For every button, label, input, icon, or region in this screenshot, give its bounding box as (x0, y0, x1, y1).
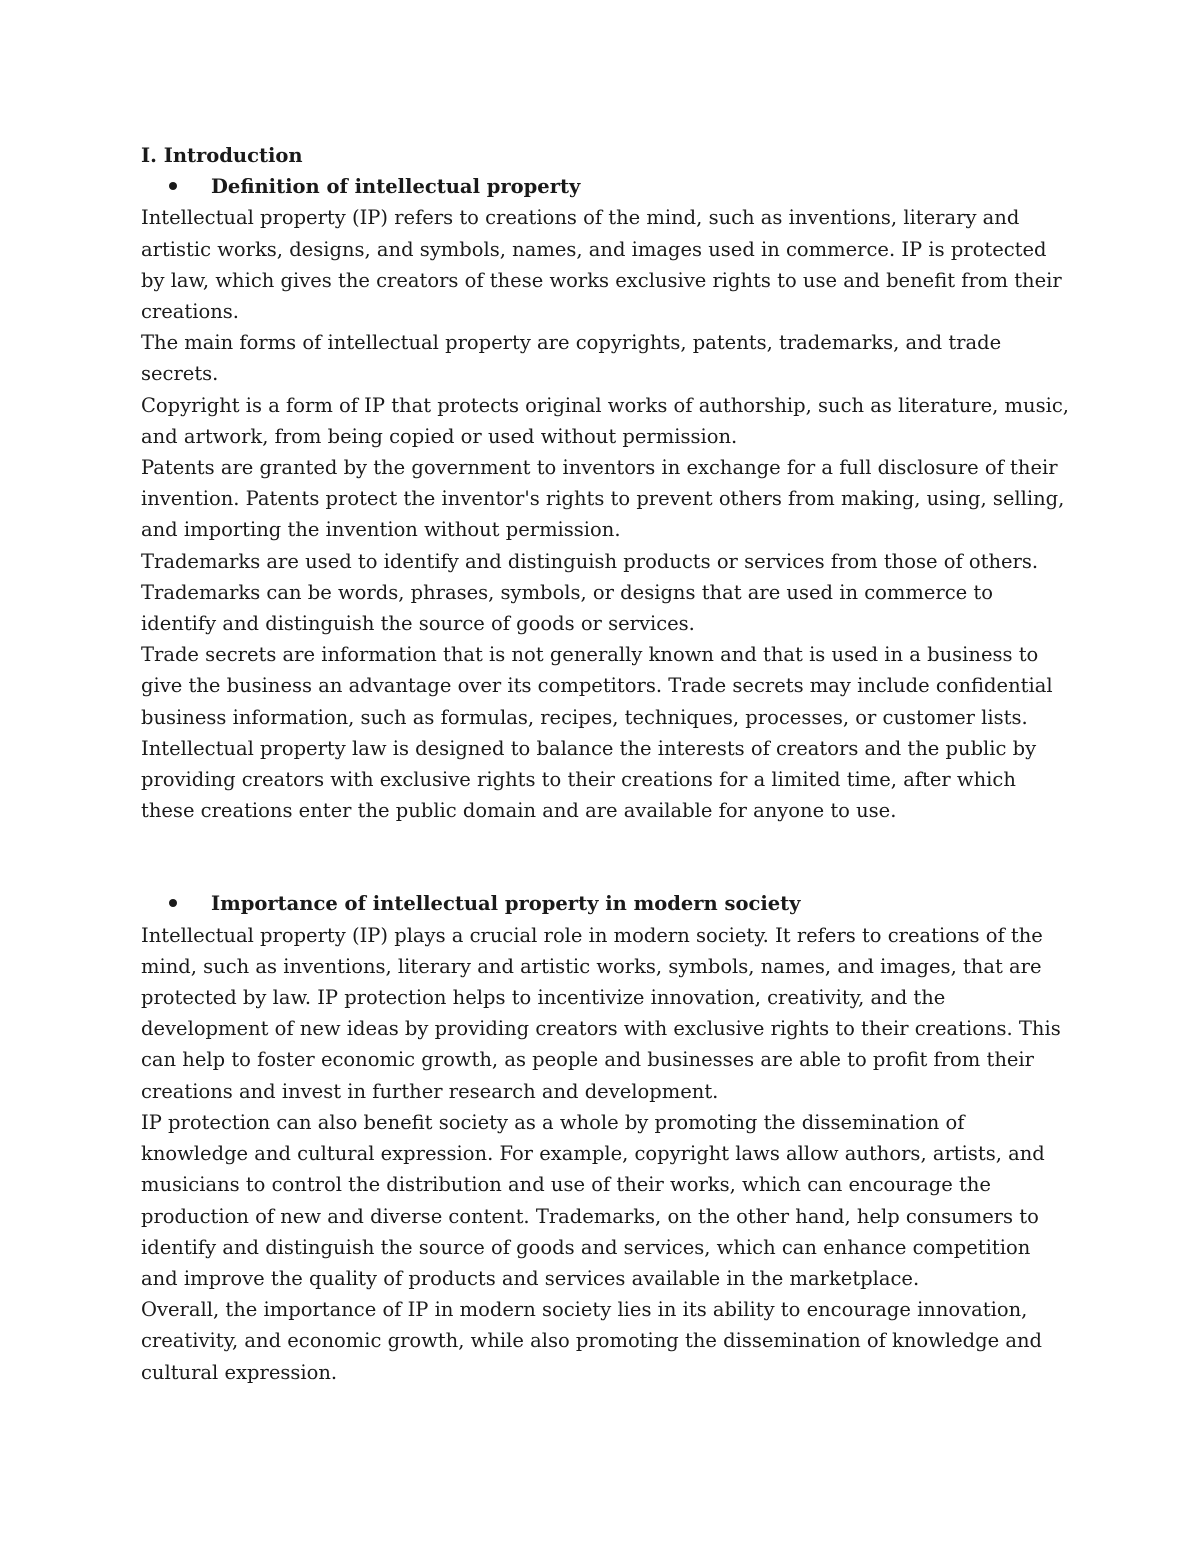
section-title: I. Introduction (141, 144, 303, 167)
paragraph: Trademarks are used to identify and distinguish products or services from those of others. Trademarks can be words, phrases, symbols, or designs that are used in commerce to identify and distinguish the source of goods or services. (141, 549, 1039, 636)
paragraph: Intellectual property (IP) plays a crucial role in modern society. It refers to creations of the mind, such as inventions, literary and artistic works, symbols, names, and images, that are protected by law. IP protection helps to incentivize innovation, creativity, and the development of new ideas by providing creators with exclusive rights to their creations. This can help to foster economic growth, as people and businesses are able to profit from their creations and invest in further research and development. (141, 923, 1061, 1103)
paragraph: Intellectual property (IP) refers to creations of the mind, such as inventions, literary and artistic works, designs, and symbols, names, and images used in commerce. IP is protected by law, which gives the creators of these works exclusive rights to use and benefit from their creations. (141, 206, 1062, 324)
paragraph: Intellectual property law is designed to balance the interests of creators and the public by providing creators with exclusive rights to their creations for a limited time, after which these creations enter the public domain and are available for anyone to use. (141, 736, 1037, 823)
bullet-icon (141, 888, 211, 919)
section-spacer (141, 826, 1071, 888)
subsection-heading-definition (141, 171, 1071, 202)
paragraph: Trade secrets are information that is not generally known and that is used in a business to give the business an advantage over its competitors. Trade secrets may include confidential business information, such as formulas, recipes, techniques, processes, or customer lists. (141, 643, 1053, 729)
subsection-heading-text: Definition of intellectual property (211, 175, 581, 199)
subsection-heading-importance (141, 888, 1071, 919)
paragraph: Overall, the importance of IP in modern society lies in its ability to encourage innovation, creativity, and economic growth, while also promoting the dissemination of knowledge and cultural expression. (141, 1298, 1042, 1384)
paragraph: Copyright is a form of IP that protects original works of authorship, such as literature, music, and artwork, from being copied or used without permission. (141, 393, 1069, 448)
paragraph: The main forms of intellectual property are copyrights, patents, trademarks, and trade secrets. (141, 331, 1002, 386)
subsection-heading-text: Importance of intellectual property in modern society (211, 892, 801, 916)
paragraph: Patents are granted by the government to inventors in exchange for a full disclosure of their invention. Patents protect the inventor's rights to prevent others from making, using, selling, and importing the invention without permission. (141, 456, 1065, 542)
paragraph: IP protection can also benefit society as a whole by promoting the dissemination of knowledge and cultural expression. For example, copyright laws allow authors, artists, and musicians to control the distribution and use of their works, which can encourage the production of new and diverse content. Trademarks, on the other hand, help consumers to identify and distinguish the source of goods and services, which can enhance competition and improve the quality of products and services available in the marketplace. (141, 1110, 1045, 1290)
document-page (141, 140, 1071, 1388)
bullet-icon (141, 171, 211, 202)
